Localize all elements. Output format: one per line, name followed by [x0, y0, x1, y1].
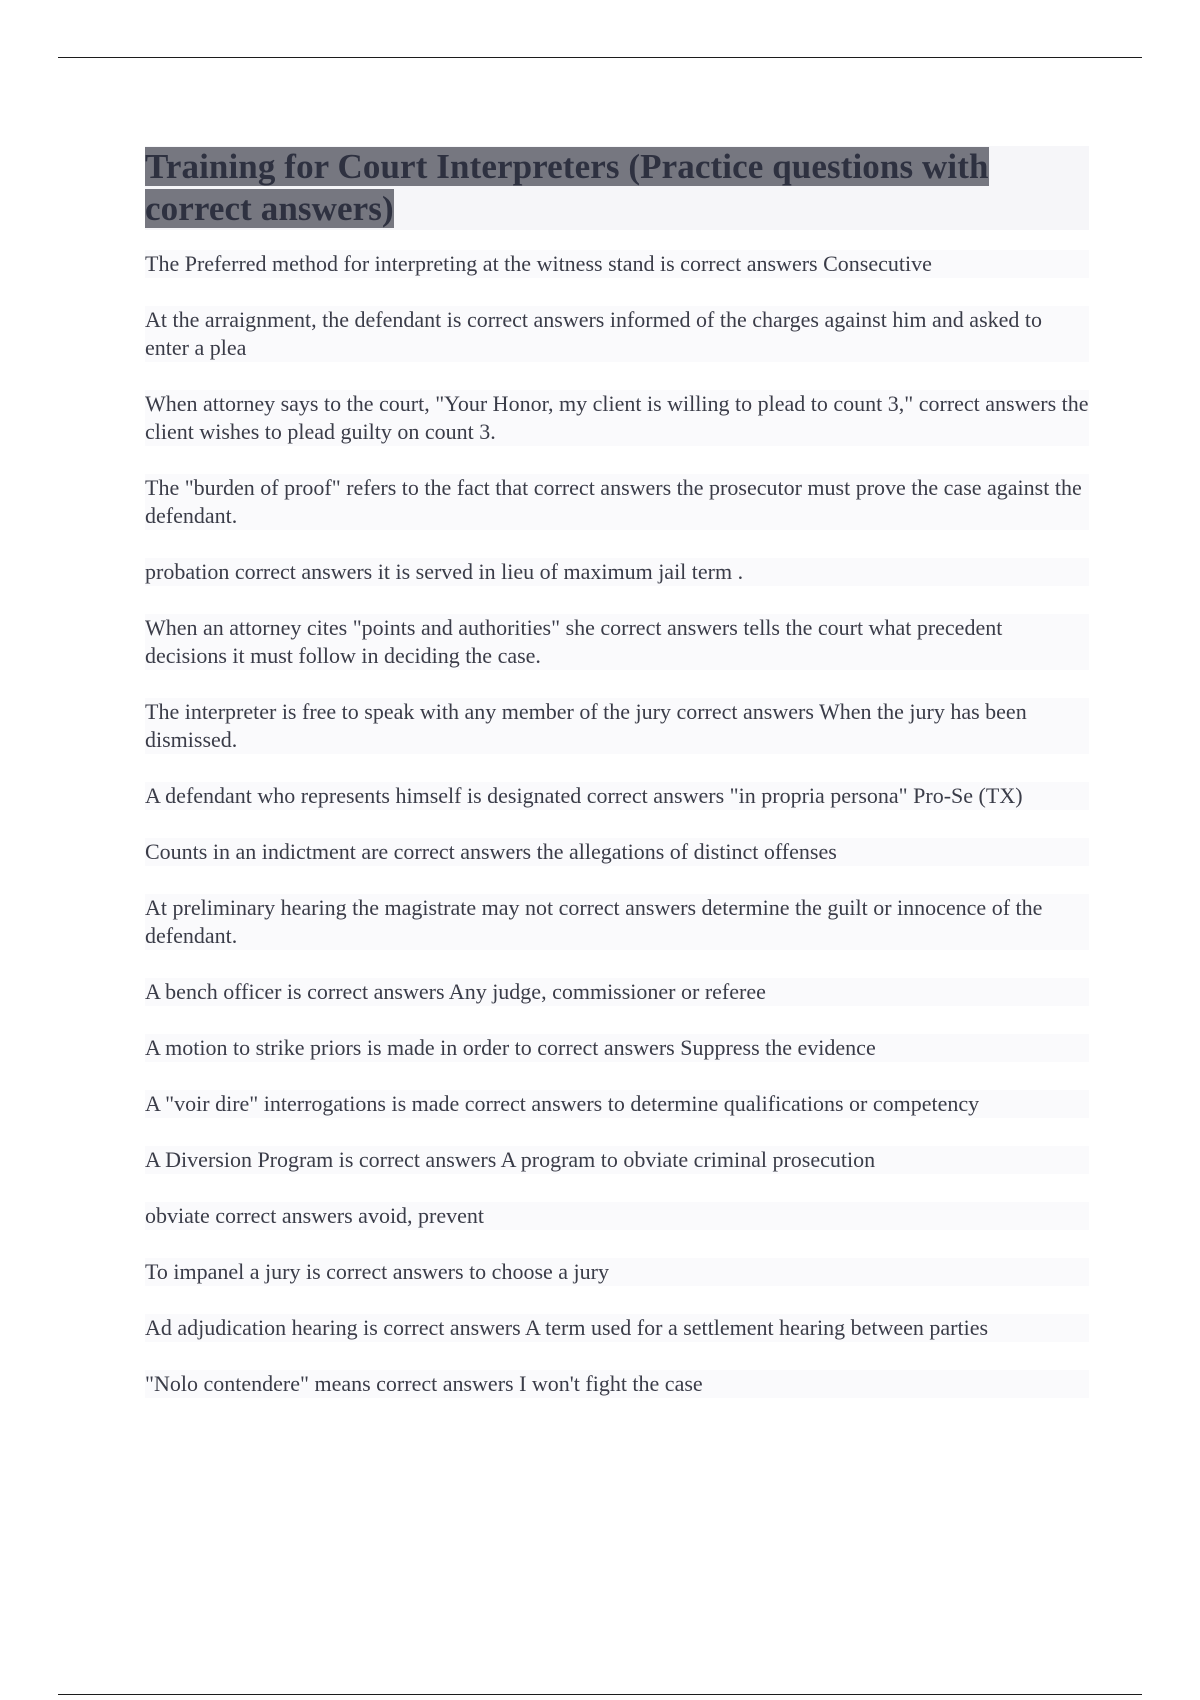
qa-item: When an attorney cites "points and authorities" she correct answers tells the court what precedent decisions it must follow in deciding the case.	[145, 614, 1089, 670]
qa-item: The interpreter is free to speak with any member of the jury correct answers When the jury has been dismissed.	[145, 698, 1089, 754]
qa-item: Ad adjudication hearing is correct answers A term used for a settlement hearing between parties	[145, 1314, 1089, 1342]
qa-item: A bench officer is correct answers Any judge, commissioner or referee	[145, 978, 1089, 1006]
qa-item: A Diversion Program is correct answers A program to obviate criminal prosecution	[145, 1146, 1089, 1174]
bottom-rule	[58, 1694, 1142, 1695]
qa-item: A motion to strike priors is made in order to correct answers Suppress the evidence	[145, 1034, 1089, 1062]
qa-item: The "burden of proof" refers to the fact that correct answers the prosecutor must prove the case against the defendant.	[145, 474, 1089, 530]
qa-item: Counts in an indictment are correct answers the allegations of distinct offenses	[145, 838, 1089, 866]
title-block	[145, 146, 1089, 230]
qa-item: "Nolo contendere" means correct answers I won't fight the case	[145, 1370, 1089, 1398]
qa-item: At the arraignment, the defendant is correct answers informed of the charges against him and asked to enter a plea	[145, 306, 1089, 362]
page-title-text: Training for Court Interpreters (Practice questions with correct answers)	[145, 147, 989, 228]
qa-list	[145, 250, 1089, 1398]
qa-item: A "voir dire" interrogations is made correct answers to determine qualifications or competency	[145, 1090, 1089, 1118]
qa-item: When attorney says to the court, "Your Honor, my client is willing to plead to count 3," correct answers the client wishes to plead guilty on count 3.	[145, 391, 1089, 444]
qa-item: probation correct answers it is served in lieu of maximum jail term .	[145, 558, 1089, 586]
document-body	[145, 146, 1089, 1426]
top-rule	[58, 57, 1142, 58]
qa-item: To impanel a jury is correct answers to choose a jury	[145, 1258, 1089, 1286]
page-title	[145, 146, 1089, 230]
qa-item: A defendant who represents himself is designated correct answers "in propria persona" Pro-Se (TX)	[145, 782, 1089, 810]
qa-item: obviate correct answers avoid, prevent	[145, 1202, 1089, 1230]
qa-item: At preliminary hearing the magistrate may not correct answers determine the guilt or innocence of the defendant.	[145, 894, 1089, 950]
qa-item: The Preferred method for interpreting at the witness stand is correct answers Consecutive	[145, 250, 1089, 278]
